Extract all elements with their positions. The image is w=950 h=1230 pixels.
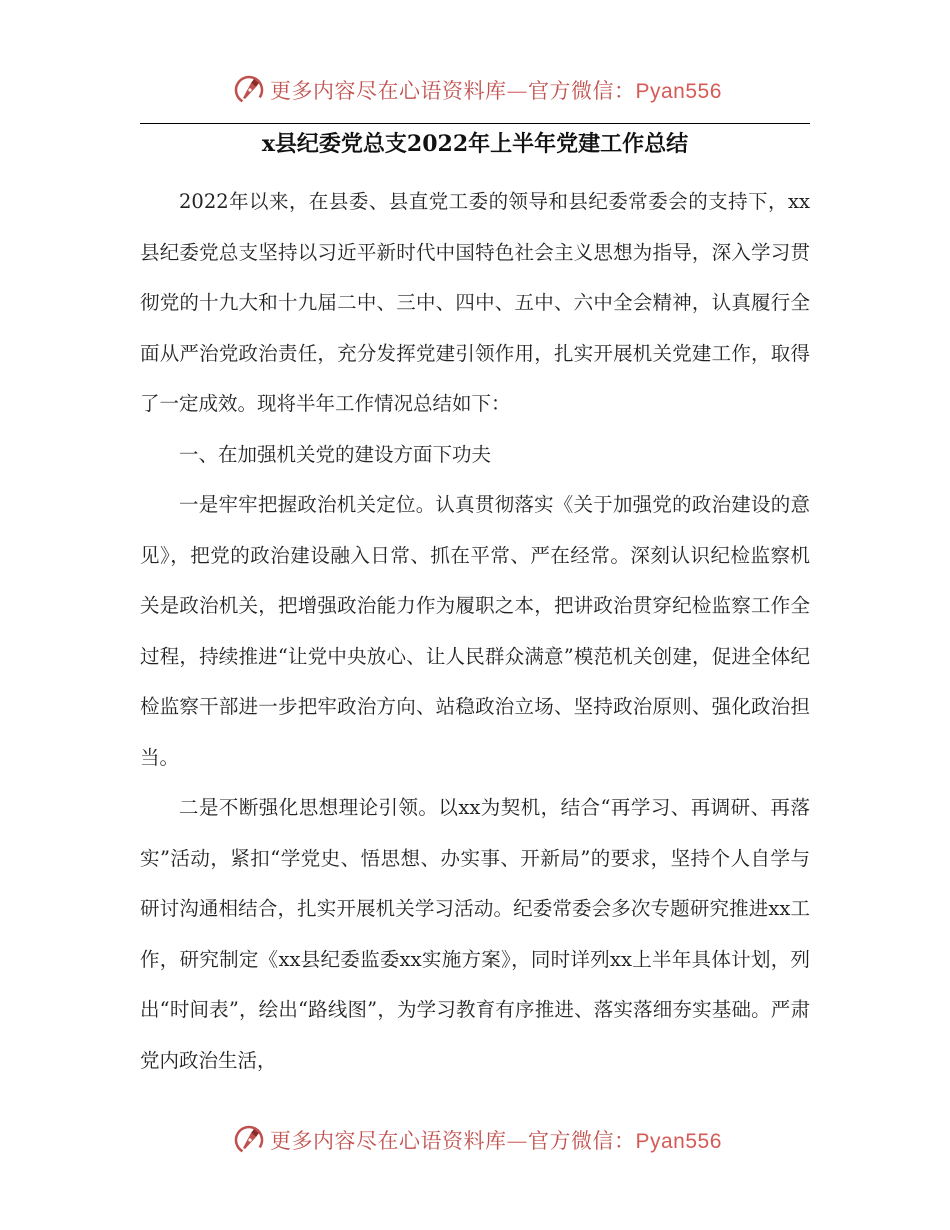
promo-text: 更多内容尽在心语资料库 [270, 79, 507, 103]
separator: — [506, 1129, 528, 1153]
watermark-header [232, 70, 732, 110]
pen-nib-logo-icon [232, 73, 266, 107]
promo-text: 更多内容尽在心语资料库 [270, 1129, 507, 1153]
separator: — [506, 79, 528, 103]
document-title: x县纪委党总支2022年上半年党建工作总结 [261, 131, 689, 157]
watermark-footer [232, 1120, 732, 1160]
paragraph-intro: 2022年以来，在县委、县直党工委的领导和县纪委常委会的支持下，xx县纪委党总支坚持以习近平新时代中国特色社会主义思想为指导，深入学习贯彻党的十九大和十九届二中、三中、四中、五中、六中全会精神，认真履行全面从严治党政治责任，充分发挥党建引领作用，扎实开展机关党建工作，取得了一定成效。现将半年工作情况总结如下： [140, 190, 810, 415]
paragraph-point-two: 二是不断强化思想理论引领。以xx为契机，结合“再学习、再调研、再落实”活动，紧扣“学党史、悟思想、办实事、开新局”的要求，坚持个人自学与研讨沟通相结合，扎实开展机关学习活动。纪委常委会多次专题研究推进xx工作，研究制定《xx县纪委监委xx实施方案》，同时详列xx上半年具体计划，列出“时间表”，绘出“路线图”，为学习教育有序推进、落实落细夯实基础。严肃党内政治生活， [140, 796, 810, 1072]
contact-label: 官方微信： [528, 79, 636, 103]
paragraph-point-one: 一是牢牢把握政治机关定位。认真贯彻落实《关于加强党的政治建设的意见》，把党的政治建设融入日常、抓在平常、严在经常。深刻认识纪检监察机关是政治机关，把增强政治能力作为履职之本，把讲政治贯穿纪检监察工作全过程，持续推进“让党中央放心、让人民群众满意”模范机关创建，促进全体纪检监察干部进一步把牢政治方向、站稳政治立场、坚持政治原则、强化政治担当。 [140, 493, 810, 769]
section-heading: 一、在加强机关党的建设方面下功夫 [179, 442, 492, 466]
watermark-text [270, 75, 722, 105]
contact-id: Pyan556 [635, 80, 722, 103]
document-body [140, 177, 810, 1086]
watermark-text [270, 1125, 722, 1155]
pen-nib-logo-icon [232, 1123, 266, 1157]
contact-id: Pyan556 [635, 1130, 722, 1153]
contact-label: 官方微信： [528, 1129, 636, 1153]
header-rule [140, 123, 810, 124]
